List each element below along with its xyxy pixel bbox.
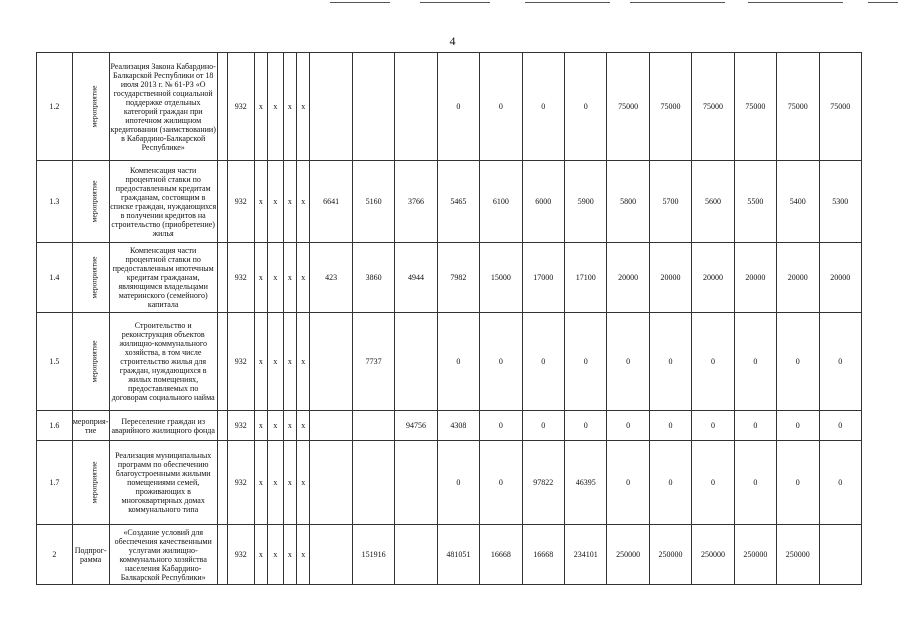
value-cell: 250000	[777, 525, 819, 585]
row-type-cell	[72, 313, 109, 411]
description-cell: «Создание условий для обеспечения качественными услугами жилищно-коммунального хозяйства населения Кабардино-Балкарской Республики»	[109, 525, 217, 585]
value-cell: 0	[480, 313, 522, 411]
value-cell: 75000	[607, 53, 649, 161]
x-cell: х	[297, 243, 310, 313]
x-cell: х	[297, 525, 310, 585]
value-cell: 250000	[692, 525, 734, 585]
value-cell: 0	[819, 441, 861, 525]
table-row	[37, 525, 862, 585]
value-cell: 5300	[819, 161, 861, 243]
value-cell: 0	[480, 441, 522, 525]
row-type-label: мероприятие	[89, 85, 99, 128]
row-type-label: мероприятие	[89, 180, 99, 223]
value-cell: 4308	[437, 411, 479, 441]
description-cell: Компенсация части процентной ставки по предоставленным кредитам гражданам, состоящим в списке граждан, нуждающихся в получении кредитов на строительство (приобретение) жилья	[109, 161, 217, 243]
value-cell	[395, 441, 437, 525]
value-cell: 423	[310, 243, 352, 313]
row-number-cell: 1.7	[37, 441, 73, 525]
description-cell: Компенсация части процентной ставки по предоставленным ипотечным кредитам гражданам, являющимся владельцами материнского (семейного) капитала	[109, 243, 217, 313]
value-cell: 0	[522, 313, 564, 411]
page-edge-mark	[148, 618, 150, 624]
value-cell: 0	[777, 411, 819, 441]
value-cell: 0	[692, 313, 734, 411]
value-cell	[310, 441, 352, 525]
top-rule	[330, 2, 390, 3]
value-cell	[819, 525, 861, 585]
row-type-label: мероприятие	[89, 340, 99, 383]
value-cell: 75000	[692, 53, 734, 161]
top-rule	[868, 2, 898, 3]
description-cell: Строительство и реконструкция объектов жилищно-коммунального хозяйства, в том числе строительство жилья для граждан, нуждающихся в жилых помещениях, предоставляемых по договорам социального найма	[109, 313, 217, 411]
x-cell: х	[297, 441, 310, 525]
value-cell: 0	[649, 441, 691, 525]
value-cell: 16668	[480, 525, 522, 585]
x-cell: х	[283, 313, 296, 411]
page-number: 4	[449, 34, 456, 48]
value-cell	[352, 53, 394, 161]
spacer-cell	[217, 53, 227, 161]
value-cell: 97822	[522, 441, 564, 525]
value-cell: 20000	[692, 243, 734, 313]
table-row	[37, 53, 862, 161]
spacer-cell	[217, 313, 227, 411]
x-cell: х	[268, 243, 284, 313]
row-type-cell	[72, 243, 109, 313]
value-cell: 7982	[437, 243, 479, 313]
value-cell: 0	[734, 411, 776, 441]
value-cell: 0	[607, 441, 649, 525]
x-cell: х	[297, 411, 310, 441]
value-cell: 5465	[437, 161, 479, 243]
row-type-cell	[72, 441, 109, 525]
table-row	[37, 411, 862, 441]
value-cell: 20000	[819, 243, 861, 313]
x-cell: х	[283, 53, 296, 161]
value-cell: 0	[819, 313, 861, 411]
value-cell: 20000	[649, 243, 691, 313]
x-cell: х	[268, 53, 284, 161]
value-cell: 0	[692, 411, 734, 441]
code-cell: 932	[227, 525, 254, 585]
x-cell: х	[268, 525, 284, 585]
x-cell: х	[283, 441, 296, 525]
value-cell	[395, 313, 437, 411]
value-cell: 0	[480, 53, 522, 161]
value-cell: 0	[819, 411, 861, 441]
row-type-cell: мероприя-тие	[72, 411, 109, 441]
x-cell: х	[297, 161, 310, 243]
budget-table	[36, 52, 862, 585]
value-cell: 250000	[734, 525, 776, 585]
value-cell: 75000	[649, 53, 691, 161]
x-cell: х	[268, 411, 284, 441]
value-cell: 5600	[692, 161, 734, 243]
x-cell: х	[254, 313, 267, 411]
value-cell: 0	[564, 411, 606, 441]
value-cell: 20000	[607, 243, 649, 313]
value-cell	[310, 313, 352, 411]
value-cell: 0	[522, 53, 564, 161]
value-cell: 7737	[352, 313, 394, 411]
value-cell: 5400	[777, 161, 819, 243]
value-cell: 0	[437, 53, 479, 161]
value-cell: 5500	[734, 161, 776, 243]
spacer-cell	[217, 441, 227, 525]
row-type-cell: Подпрог-рамма	[72, 525, 109, 585]
value-cell: 20000	[777, 243, 819, 313]
value-cell: 0	[480, 411, 522, 441]
x-cell: х	[283, 411, 296, 441]
value-cell	[352, 441, 394, 525]
value-cell: 75000	[777, 53, 819, 161]
top-rule	[420, 2, 490, 3]
value-cell: 0	[564, 313, 606, 411]
x-cell: х	[283, 525, 296, 585]
x-cell: х	[297, 313, 310, 411]
table-row	[37, 161, 862, 243]
x-cell: х	[254, 53, 267, 161]
value-cell: 0	[734, 313, 776, 411]
value-cell: 250000	[607, 525, 649, 585]
value-cell	[395, 525, 437, 585]
x-cell: х	[254, 411, 267, 441]
spacer-cell	[217, 161, 227, 243]
x-cell: х	[268, 161, 284, 243]
table-row	[37, 313, 862, 411]
row-type-cell	[72, 161, 109, 243]
value-cell: 0	[649, 313, 691, 411]
value-cell: 0	[522, 411, 564, 441]
spacer-cell	[217, 243, 227, 313]
value-cell: 4944	[395, 243, 437, 313]
value-cell: 0	[437, 313, 479, 411]
x-cell: х	[254, 441, 267, 525]
value-cell	[310, 525, 352, 585]
value-cell: 0	[437, 441, 479, 525]
row-type-label: мероприятие	[89, 256, 99, 299]
row-number-cell: 1.4	[37, 243, 73, 313]
row-type-label: мероприятие	[89, 461, 99, 504]
code-cell: 932	[227, 243, 254, 313]
description-cell: Реализация Закона Кабардино-Балкарской Республики от 18 июля 2013 г. № 61-РЗ «О государственной социальной поддержке отдельных категорий граждан при ипотечном жилищном кредитовании (заимствовании) в Кабардино-Балкарской Республике»	[109, 53, 217, 161]
top-rule	[748, 2, 843, 3]
code-cell: 932	[227, 411, 254, 441]
spacer-cell	[217, 525, 227, 585]
value-cell: 250000	[649, 525, 691, 585]
value-cell: 5900	[564, 161, 606, 243]
x-cell: х	[268, 313, 284, 411]
value-cell	[310, 411, 352, 441]
code-cell: 932	[227, 313, 254, 411]
value-cell	[352, 411, 394, 441]
value-cell: 0	[734, 441, 776, 525]
top-rule	[525, 2, 610, 3]
value-cell: 6100	[480, 161, 522, 243]
row-number-cell: 1.5	[37, 313, 73, 411]
value-cell: 20000	[734, 243, 776, 313]
code-cell: 932	[227, 53, 254, 161]
row-number-cell: 2	[37, 525, 73, 585]
value-cell: 481051	[437, 525, 479, 585]
description-cell: Реализация муниципальных программ по обеспечению благоустроенными жилыми помещениями семей, проживающих в многоквартирных домах коммунального типа	[109, 441, 217, 525]
row-number-cell: 1.3	[37, 161, 73, 243]
code-cell: 932	[227, 441, 254, 525]
row-number-cell: 1.6	[37, 411, 73, 441]
value-cell: 151916	[352, 525, 394, 585]
value-cell: 0	[564, 53, 606, 161]
value-cell	[310, 53, 352, 161]
table-row	[37, 243, 862, 313]
value-cell: 46395	[564, 441, 606, 525]
value-cell: 15000	[480, 243, 522, 313]
value-cell: 17100	[564, 243, 606, 313]
value-cell: 234101	[564, 525, 606, 585]
x-cell: х	[254, 243, 267, 313]
value-cell: 3766	[395, 161, 437, 243]
value-cell: 0	[692, 441, 734, 525]
value-cell: 5160	[352, 161, 394, 243]
x-cell: х	[297, 53, 310, 161]
value-cell: 6000	[522, 161, 564, 243]
value-cell: 5800	[607, 161, 649, 243]
value-cell: 0	[777, 313, 819, 411]
value-cell: 75000	[819, 53, 861, 161]
table-body	[37, 53, 862, 585]
spacer-cell	[217, 411, 227, 441]
value-cell: 0	[607, 411, 649, 441]
description-cell: Переселение граждан из аварийного жилищного фонда	[109, 411, 217, 441]
value-cell: 16668	[522, 525, 564, 585]
x-cell: х	[254, 161, 267, 243]
code-cell: 932	[227, 161, 254, 243]
value-cell: 17000	[522, 243, 564, 313]
value-cell: 6641	[310, 161, 352, 243]
row-number-cell: 1.2	[37, 53, 73, 161]
value-cell: 94756	[395, 411, 437, 441]
top-rule	[630, 2, 725, 3]
row-type-cell	[72, 53, 109, 161]
table-row	[37, 441, 862, 525]
x-cell: х	[268, 441, 284, 525]
value-cell: 0	[777, 441, 819, 525]
value-cell: 0	[649, 411, 691, 441]
value-cell: 0	[607, 313, 649, 411]
value-cell: 3860	[352, 243, 394, 313]
value-cell: 75000	[734, 53, 776, 161]
x-cell: х	[283, 161, 296, 243]
x-cell: х	[254, 525, 267, 585]
x-cell: х	[283, 243, 296, 313]
value-cell	[395, 53, 437, 161]
value-cell: 5700	[649, 161, 691, 243]
